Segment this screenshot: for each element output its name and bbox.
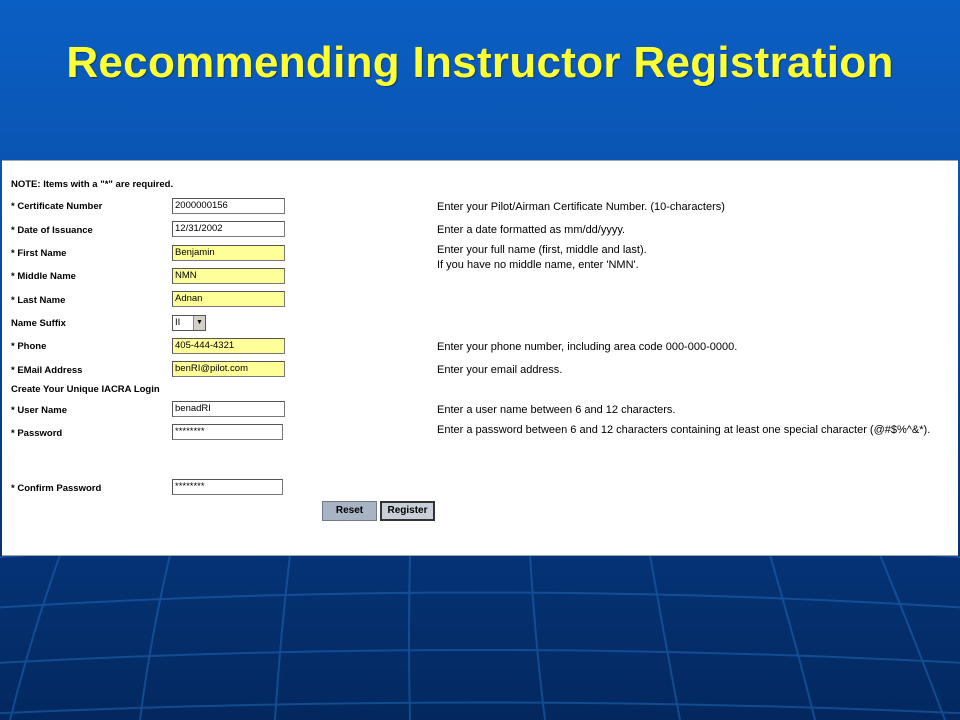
middle-name-input[interactable]: NMN [172, 268, 285, 284]
date-of-issuance-hint: Enter a date formatted as mm/dd/yyyy. [437, 224, 626, 236]
first-name-input[interactable]: Benjamin [172, 245, 285, 261]
confirm-password-label: * Confirm Password [11, 483, 102, 494]
required-note: NOTE: Items with a "*" are required. [11, 179, 174, 190]
name-suffix-value: II [175, 317, 181, 328]
email-label: * EMail Address [11, 365, 83, 376]
last-name-input[interactable]: Adnan [172, 291, 285, 307]
full-name-hint-line2: If you have no middle name, enter 'NMN'. [437, 259, 639, 271]
email-hint: Enter your email address. [437, 364, 563, 376]
date-of-issuance-input[interactable]: 12/31/2002 [172, 221, 285, 237]
password-hint: Enter a password between 6 and 12 characters containing at least one special character (@#$%^&*). [437, 424, 931, 436]
password-label: * Password [11, 428, 63, 439]
certificate-number-input[interactable]: 2000000156 [172, 198, 285, 214]
login-section-heading: Create Your Unique IACRA Login [11, 384, 160, 395]
slide-title: Recommending Instructor Registration [66, 38, 894, 87]
date-of-issuance-label: * Date of Issuance [11, 225, 93, 236]
chevron-down-icon[interactable]: ▼ [193, 316, 205, 330]
user-name-hint: Enter a user name between 6 and 12 characters. [437, 404, 676, 416]
phone-label: * Phone [11, 341, 47, 352]
user-name-label: * User Name [11, 405, 67, 416]
last-name-label: * Last Name [11, 295, 66, 306]
phone-input[interactable]: 405-444-4321 [172, 338, 285, 354]
certificate-number-hint: Enter your Pilot/Airman Certificate Number. (10-characters) [437, 201, 725, 213]
register-button[interactable]: Register [380, 501, 435, 521]
email-input[interactable]: benRI@pilot.com [172, 361, 285, 377]
reset-button[interactable]: Reset [322, 501, 377, 521]
phone-hint: Enter your phone number, including area code 000-000-0000. [437, 341, 738, 353]
name-suffix-select[interactable] [172, 315, 206, 331]
certificate-number-label: * Certificate Number [11, 201, 103, 212]
user-name-input[interactable]: benadRI [172, 401, 285, 417]
registration-form-panel [2, 160, 958, 556]
full-name-hint-line1: Enter your full name (first, middle and last). [437, 244, 647, 256]
confirm-password-input[interactable]: ******** [172, 479, 283, 495]
first-name-label: * First Name [11, 248, 67, 259]
password-input[interactable]: ******** [172, 424, 283, 440]
middle-name-label: * Middle Name [11, 271, 76, 282]
name-suffix-label: Name Suffix [11, 318, 66, 329]
